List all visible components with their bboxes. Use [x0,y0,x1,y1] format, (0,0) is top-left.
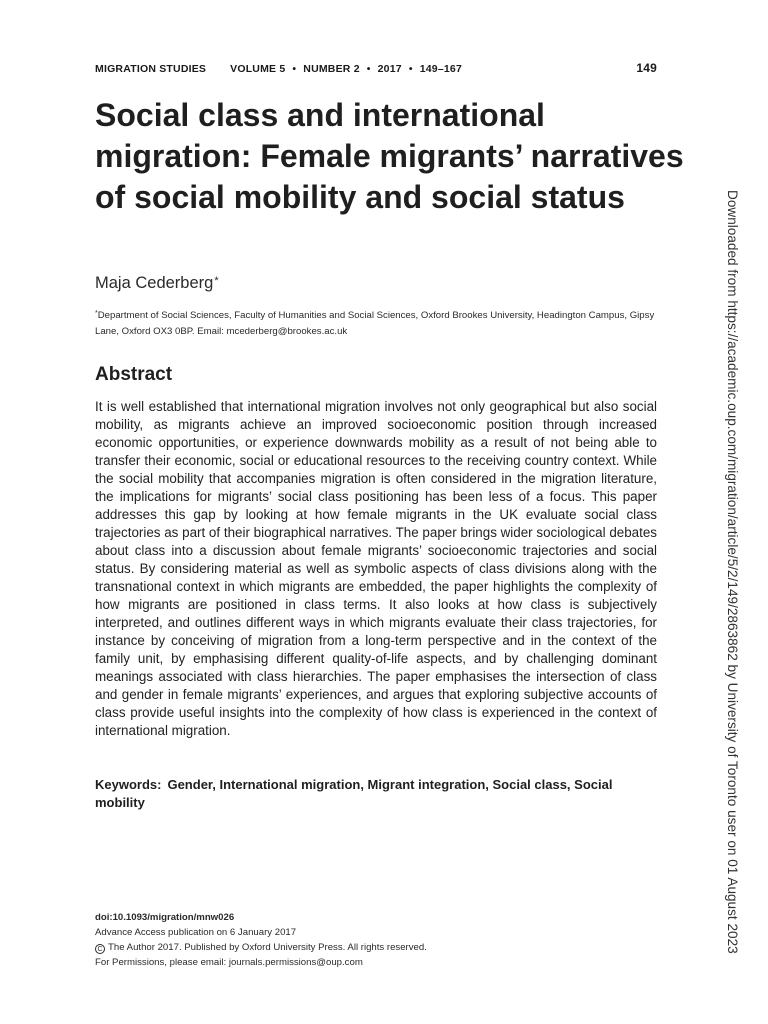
author-affiliation [95,306,657,340]
keywords-label: Keywords: [95,777,162,792]
copyright-line [95,940,657,955]
bullet-separator: • [292,63,297,75]
issue-number: NUMBER 2 [303,63,360,75]
doi: doi:10.1093/migration/mnw026 [95,912,235,923]
download-watermark: Downloaded from https://academic.oup.com/migration/article/5/2/149/2863862 by University of Toronto user on 01 August 2023 [725,190,740,954]
bullet-separator: • [408,63,413,75]
issue-year: 2017 [377,63,402,75]
page-range: 149–167 [419,63,462,75]
author-name: Maja Cederberg [95,274,214,292]
running-head [95,61,657,75]
page-number: 149 [636,61,657,75]
affiliation-footnote-mark: * [95,310,98,317]
permissions-note: For Permissions, please email: journals.permissions@oup.com [95,957,363,968]
affiliation-text: Department of Social Sciences, Faculty of Humanities and Social Sciences, Oxford Brookes University, Headington Campus, Gipsy Lane, Oxford OX3 0BP. Email: mcederberg@brookes.ac.uk [95,310,655,337]
abstract-heading: Abstract [95,364,173,385]
keywords-list: Gender, International migration, Migrant integration, Social class, Social mobility [95,777,613,810]
keywords [95,776,657,812]
bullet-separator: • [366,63,371,75]
copyright-text: The Author 2017. Published by Oxford University Press. All rights reserved. [108,942,427,953]
author-footnote-mark: * [214,275,219,287]
volume-label: VOLUME 5 [230,63,286,75]
copyright-icon: C [95,944,105,954]
advance-access-note: Advance Access publication on 6 January 2017 [95,927,297,938]
abstract-body: It is well established that international migration involves not only geographical but also social mobility, as migrants achieve an improved socioeconomic position through increased economic opportunities, or experience downwards mobility as a result of not being able to transfer their economic, social or educational resources to the receiving country context. While the social mobility that accompanies migration is often considered in the migration literature, the implications for migrants’ social class positioning has been less of a focus. This paper addresses this gap by looking at how female migrants in the UK evaluate social class trajectories as part of their biographical narratives. The paper brings wider sociological debates about class into a discussion about female migrants’ socioeconomic trajectories and social status. By considering material as well as symbolic aspects of class divisions along with the transnational context in which migrants are embedded, the paper highlights the complexity of how migrants are positioned in class terms. It also looks at how class is subjectively interpreted, and outlines different ways in which migrants evaluate their class trajectories, for instance by conceiving of migration from a long-term perspective and in the context of the family unit, by emphasising different quality-of-life aspects, and by challenging dominant meanings associated with class hierarchies. The paper emphasises the intersection of class and gender in female migrants’ experiences, and argues that exploring subjective accounts of class provide useful insights into the complexity of how class is experienced in the context of international migration. [95,399,657,738]
publication-footer [95,910,657,970]
journal-name: MIGRATION STUDIES [95,63,207,75]
article-title: Social class and international migration: Female migrants’ narratives of social mobility and social status [95,97,684,215]
author-line [95,274,219,293]
